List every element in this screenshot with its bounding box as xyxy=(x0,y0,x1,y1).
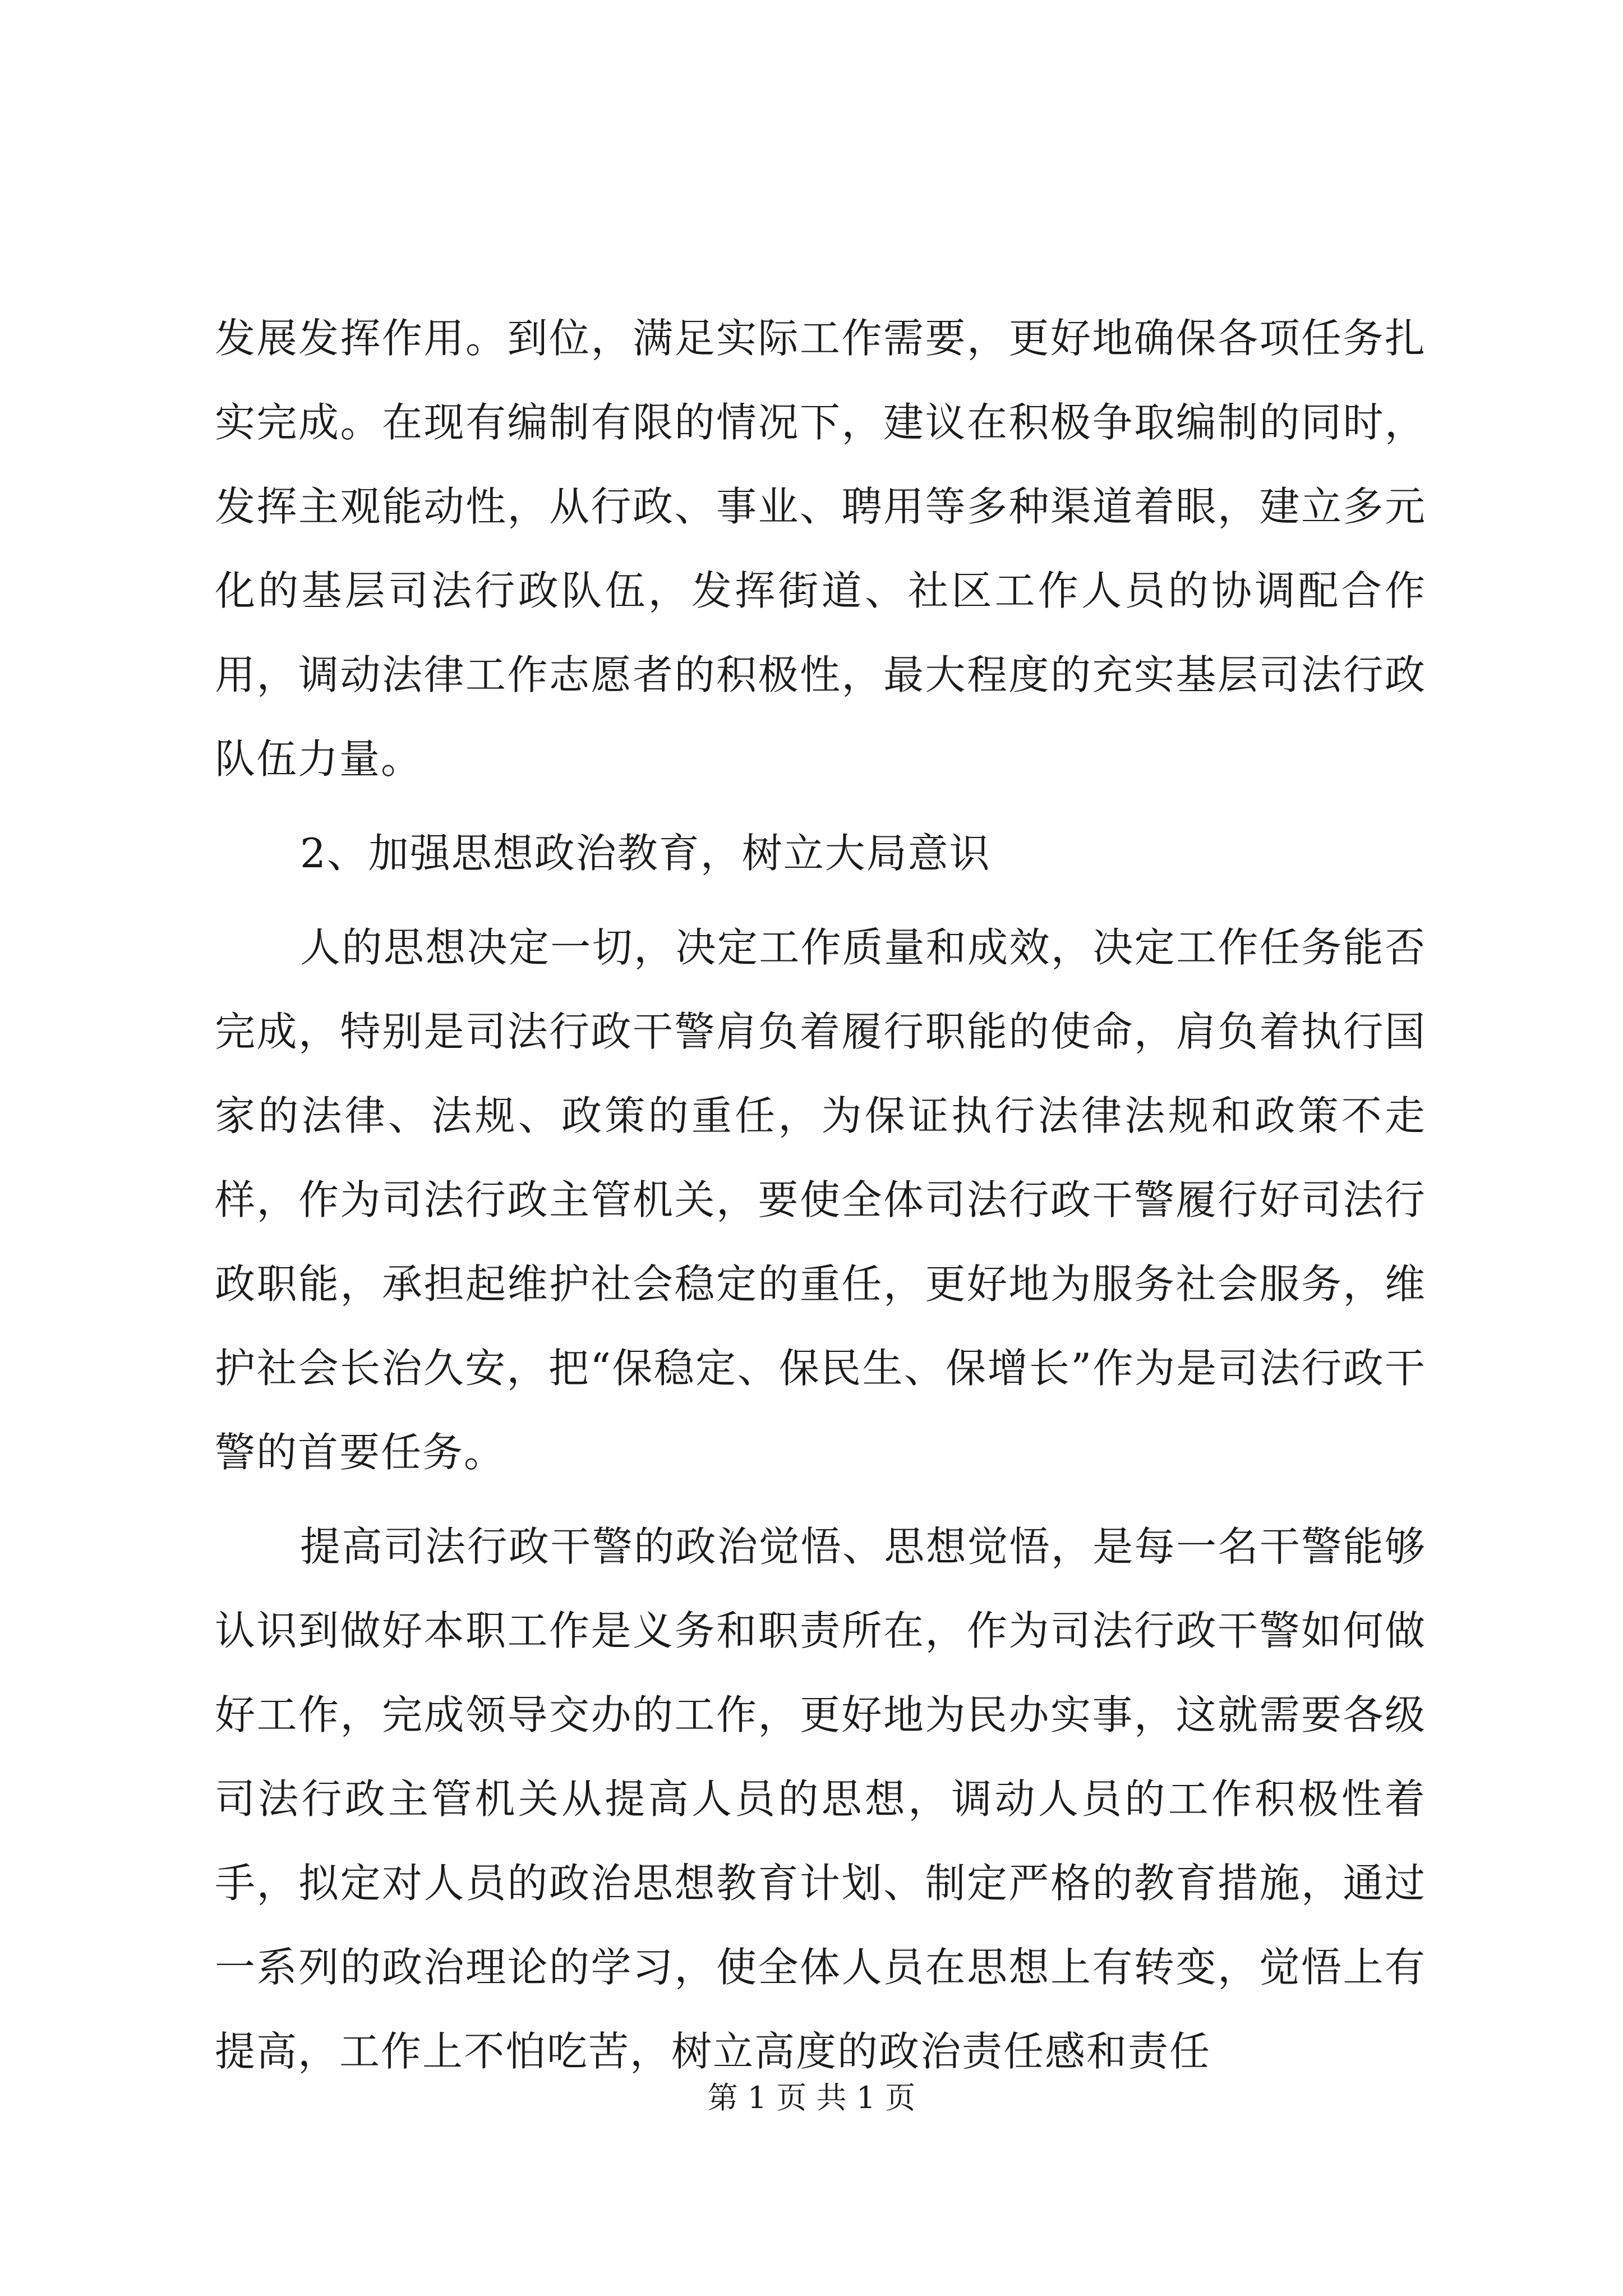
paragraph-ideology: 人的思想决定一切，决定工作质量和成效，决定工作任务能否完成，特别是司法行政干警肩负着履行职能的使命，肩负着执行国家的法律、法规、政策的重任，为保证执行法律法规和政策不走样，作为司法行政主管机关，要使全体司法行政干警履行好司法行政职能，承担起维护社会稳定的重任，更好地为服务社会服务，维护社会长治久安，把“保稳定、保民生、保增长”作为是司法行政干警的首要任务。 xyxy=(215,924,1426,1476)
paragraph-awareness: 提高司法行政干警的政治觉悟、思想觉悟，是每一名干警能够认识到做好本职工作是义务和职责所在，作为司法行政干警如何做好工作，完成领导交办的工作，更好地为民办实事，这就需要各级司法行政主管机关从提高人员的思想，调动人员的工作积极性着手，拟定对人员的政治思想教育计划、制定严格的教育措施，通过一系列的政治理论的学习，使全体人员在思想上有转变，觉悟上有提高，工作上不怕吃苦，树立高度的政治责任感和责任 xyxy=(215,1523,1426,2075)
paragraph-continuation: 发展发挥作用。到位，满足实际工作需要，更好地确保各项任务扎实完成。在现有编制有限的情况下，建议在积极争取编制的同时，发挥主观能动性，从行政、事业、聘用等多种渠道着眼，建立多元化的基层司法行政队伍，发挥街道、社区工作人员的协调配合作用，调动法律工作志愿者的积极性，最大程度的充实基层司法行政队伍力量。 xyxy=(215,315,1426,783)
document-body xyxy=(215,296,1426,2093)
section-heading: 2、加强思想政治教育，树立大局意识 xyxy=(300,830,991,877)
page-footer: 第 1 页 共 1 页 xyxy=(707,2080,916,2115)
